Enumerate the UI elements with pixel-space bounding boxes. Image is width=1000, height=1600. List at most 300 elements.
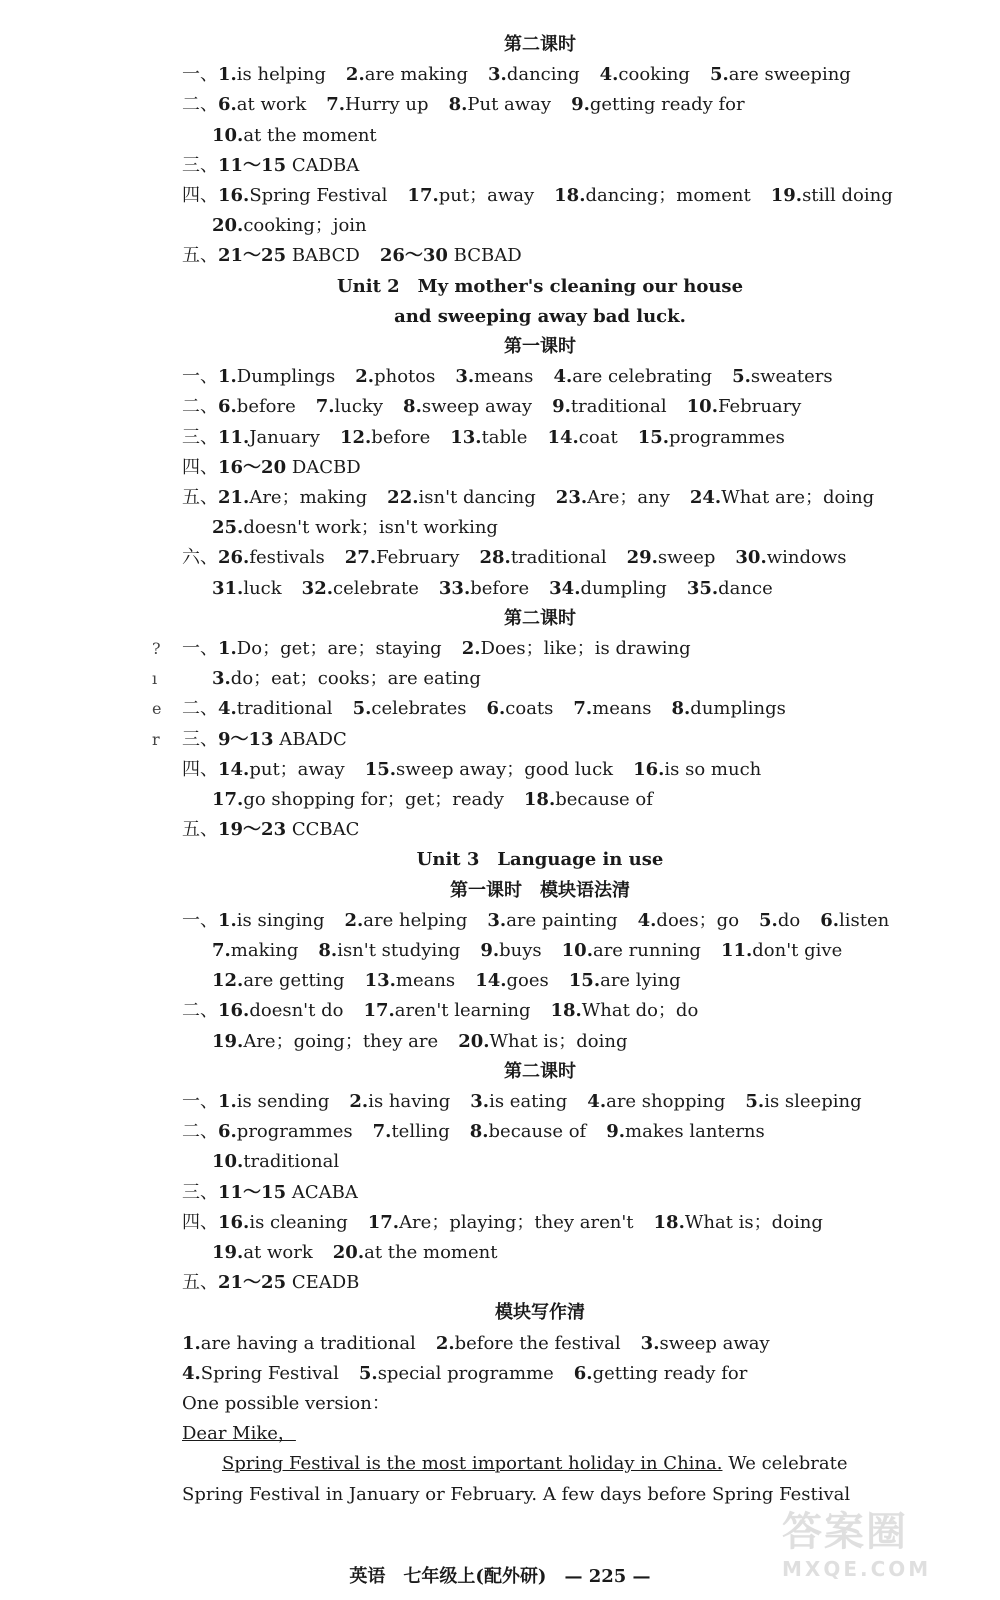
answer-item xyxy=(212,785,504,815)
answer-number: 3. xyxy=(640,1332,660,1354)
answer-text: Hurry up xyxy=(345,94,429,116)
answer-number: 1. xyxy=(218,909,237,931)
answer-text: are getting xyxy=(243,970,345,992)
answer-item xyxy=(407,181,534,211)
answer-line xyxy=(182,181,893,211)
essay-text: One possible version： xyxy=(182,1393,390,1414)
answer-number: 1. xyxy=(182,1332,201,1354)
answer-number: 15. xyxy=(637,426,670,448)
answer-number: 7. xyxy=(573,698,593,720)
answer-number: 16. xyxy=(218,185,250,206)
answer-number: 9～13 xyxy=(218,728,274,750)
answer-number: 3. xyxy=(488,64,507,86)
answer-number: 28. xyxy=(479,547,511,569)
answer-item xyxy=(487,906,617,936)
answer-item xyxy=(355,362,435,392)
answer-number: 11. xyxy=(720,940,753,961)
answer-number: 34. xyxy=(549,577,581,599)
answer-number: 6. xyxy=(573,1362,593,1384)
answer-line xyxy=(212,574,842,604)
answer-item xyxy=(212,1027,438,1057)
answer-item xyxy=(218,1268,359,1298)
question-group-number: 五、 xyxy=(182,245,218,267)
answer-number: 7. xyxy=(326,94,346,116)
answer-item xyxy=(218,1178,358,1208)
answer-number: 24. xyxy=(689,487,722,508)
answer-text: before the festival xyxy=(454,1332,621,1354)
answer-item xyxy=(359,1359,554,1389)
answer-item xyxy=(212,966,345,996)
question-group-number: 六、 xyxy=(182,547,218,569)
answer-item xyxy=(218,60,326,90)
answer-text: do；eat；cooks；are eating xyxy=(230,668,481,690)
answer-line xyxy=(182,1329,812,1359)
answer-number: 5. xyxy=(709,64,729,86)
question-group-number: 二、 xyxy=(182,94,218,116)
answer-line xyxy=(182,90,812,120)
answer-number: 6. xyxy=(218,1121,237,1143)
answer-item xyxy=(633,755,761,785)
answer-item xyxy=(212,574,282,604)
answer-number: 26～30 xyxy=(379,245,448,267)
answer-item xyxy=(218,694,333,724)
answer-number: 14. xyxy=(547,426,579,448)
answer-item xyxy=(710,60,851,90)
answer-item xyxy=(218,996,343,1026)
answer-number: 10. xyxy=(561,940,593,961)
question-group-number: 二、 xyxy=(182,698,218,720)
answer-item xyxy=(345,543,460,573)
answer-text: are celebrating xyxy=(572,366,713,388)
answer-number: 32. xyxy=(301,577,333,599)
answer-number: 5. xyxy=(759,909,778,931)
answer-number: 2. xyxy=(344,909,364,931)
answer-text: still doing xyxy=(802,185,893,206)
answer-text: doesn't work；isn't working xyxy=(243,517,498,539)
answer-item xyxy=(524,785,653,815)
answer-item xyxy=(380,241,522,271)
question-group-number: 四、 xyxy=(182,456,218,478)
answer-item xyxy=(554,181,751,211)
answer-number: 6. xyxy=(820,909,839,931)
answer-text: sweep away xyxy=(659,1332,770,1354)
answer-line xyxy=(182,151,812,181)
answer-text: Are；making xyxy=(249,487,368,508)
answer-number: 15. xyxy=(568,970,601,992)
answer-text: Spring Festival xyxy=(200,1362,339,1384)
answer-number: 21. xyxy=(218,487,250,508)
answer-line xyxy=(212,121,842,151)
answer-item xyxy=(316,392,383,422)
answer-text: What is；doing xyxy=(489,1030,628,1052)
answer-item xyxy=(212,664,481,694)
answer-text: dancing；moment xyxy=(585,185,751,206)
answer-item xyxy=(182,1359,339,1389)
answer-item xyxy=(373,1117,450,1147)
answer-text: means xyxy=(395,970,456,992)
answer-line xyxy=(182,1208,823,1238)
answer-item xyxy=(732,362,833,392)
answer-line xyxy=(182,694,812,724)
answer-number: 19～23 xyxy=(218,819,287,841)
answer-line xyxy=(182,1087,862,1117)
answer-number: 9. xyxy=(480,940,500,961)
watermark-url: MXQE.COM xyxy=(782,1557,932,1581)
answer-text: at the moment xyxy=(243,124,377,146)
answer-line xyxy=(212,1238,842,1268)
question-group-number: 五、 xyxy=(182,819,218,841)
answer-item xyxy=(556,483,670,513)
answer-text: is so much xyxy=(664,758,762,780)
question-group-number: 一、 xyxy=(182,64,218,86)
answer-number: 19. xyxy=(212,1030,244,1052)
answer-line xyxy=(182,1178,812,1208)
answer-text: cooking；join xyxy=(243,215,367,237)
answer-number: 11～15 xyxy=(218,1181,287,1203)
answer-number: 2. xyxy=(345,64,365,86)
essay-text: Spring Festival in January or February. A few days before Spring Festival xyxy=(182,1483,851,1505)
answer-text: What are；doing xyxy=(721,487,875,508)
answer-text: sweaters xyxy=(750,366,833,388)
answer-text: February xyxy=(717,396,802,418)
answer-item xyxy=(218,815,359,845)
answer-text: Spring Festival xyxy=(249,185,388,206)
answer-number: 7. xyxy=(372,1121,392,1143)
answer-number: 3. xyxy=(212,668,231,690)
answer-text: before xyxy=(470,577,530,599)
answer-number: 20. xyxy=(458,1030,490,1052)
answer-item xyxy=(654,1208,823,1238)
answer-text: is sleeping xyxy=(764,1091,862,1112)
answer-number: 4. xyxy=(599,64,619,86)
section-heading: 第一课时 模块语法清 xyxy=(450,879,630,901)
answer-text: don't give xyxy=(752,940,843,961)
answer-number: 2. xyxy=(461,638,481,659)
answer-text: festivals xyxy=(249,547,325,569)
answer-line xyxy=(182,634,812,664)
answer-text: aren't learning xyxy=(394,1000,531,1022)
answer-number: 26. xyxy=(218,547,250,569)
answer-line xyxy=(182,1359,812,1389)
answer-text: CCBAC xyxy=(286,819,360,841)
answer-number: 33. xyxy=(438,577,471,599)
answer-item xyxy=(346,60,468,90)
answer-number: 6. xyxy=(218,94,237,116)
answer-line xyxy=(182,392,812,422)
question-group-number: 二、 xyxy=(182,1000,218,1022)
answer-item xyxy=(627,543,716,573)
answer-item xyxy=(745,1087,861,1117)
answer-item xyxy=(587,1087,725,1117)
answer-item xyxy=(212,513,498,543)
answer-text: at the moment xyxy=(364,1242,498,1263)
answer-number: 30. xyxy=(735,547,767,569)
answer-text: dance xyxy=(718,577,773,599)
question-group-number: 四、 xyxy=(182,1211,218,1233)
answer-text: at work xyxy=(243,1242,313,1263)
answer-number: 16. xyxy=(633,758,665,780)
answer-number: 21～25 xyxy=(218,1272,287,1294)
answer-item xyxy=(218,483,367,513)
answer-item xyxy=(212,1238,313,1268)
answer-number: 5. xyxy=(358,1362,378,1384)
essay-line xyxy=(182,1480,851,1510)
answer-text: dumpling xyxy=(580,577,667,599)
question-group-number: 三、 xyxy=(182,1181,218,1203)
answer-text: are having a traditional xyxy=(200,1332,416,1354)
answer-number: 16. xyxy=(218,1000,250,1022)
section-heading: 第一课时 xyxy=(504,336,576,357)
question-group-number: 四、 xyxy=(182,758,218,780)
answer-item xyxy=(439,574,529,604)
answer-text: is eating xyxy=(489,1091,568,1112)
answer-text: isn't studying xyxy=(337,940,461,961)
answer-item xyxy=(218,1117,353,1147)
answer-text: goes xyxy=(506,970,549,992)
answer-item xyxy=(638,423,785,453)
answer-item xyxy=(562,936,701,966)
answer-number: 12. xyxy=(339,426,372,448)
answer-number: 12. xyxy=(212,970,244,992)
answer-number: 9. xyxy=(552,396,571,418)
answer-text: Are；playing；they aren't xyxy=(399,1211,634,1233)
answer-number: 4. xyxy=(637,909,657,931)
answer-item xyxy=(470,1117,587,1147)
answer-item xyxy=(218,423,320,453)
answer-item xyxy=(368,1208,634,1238)
question-group-number: 二、 xyxy=(182,396,218,418)
answer-line xyxy=(182,996,812,1026)
answer-text: are lying xyxy=(600,970,681,992)
answer-number: 8. xyxy=(403,396,422,418)
answer-line xyxy=(182,755,812,785)
answer-number: 14. xyxy=(218,758,250,780)
answer-item xyxy=(218,151,359,181)
answer-item xyxy=(182,1329,416,1359)
answer-number: 6. xyxy=(218,396,237,418)
answer-text: means xyxy=(592,698,652,720)
answer-number: 15. xyxy=(364,758,397,780)
answer-item xyxy=(820,906,889,936)
answer-item xyxy=(552,392,667,422)
essay-text: Dear Mike， xyxy=(182,1423,296,1445)
answer-line xyxy=(182,423,812,453)
answer-text: traditional xyxy=(236,698,333,720)
answer-item xyxy=(218,90,306,120)
section-heading: 第二课时 xyxy=(504,607,576,629)
answer-item xyxy=(345,906,468,936)
answer-item xyxy=(218,453,361,483)
answer-number: 8. xyxy=(469,1121,489,1143)
question-group-number: 三、 xyxy=(182,426,218,448)
answer-item xyxy=(672,694,786,724)
answer-line xyxy=(182,453,812,483)
question-group-number: 三、 xyxy=(182,154,218,176)
answer-text: What do；do xyxy=(581,1000,699,1022)
answer-text: special programme xyxy=(377,1362,554,1384)
answer-item xyxy=(638,906,739,936)
answer-number: 1. xyxy=(218,366,237,388)
answer-number: 3. xyxy=(487,909,507,931)
watermark-logo xyxy=(782,1500,992,1590)
answer-text: dancing xyxy=(506,64,580,86)
answer-number: 1. xyxy=(218,64,237,86)
answer-text: telling xyxy=(391,1121,450,1143)
answer-number: 19. xyxy=(212,1242,244,1263)
answer-line xyxy=(182,725,812,755)
answer-item xyxy=(606,1117,765,1147)
answer-number: 13. xyxy=(450,426,482,448)
answer-item xyxy=(349,1087,450,1117)
question-group-number: 四、 xyxy=(182,185,218,206)
answer-text: because of xyxy=(555,789,653,810)
question-group-number: 一、 xyxy=(182,638,218,659)
answer-item xyxy=(365,755,613,785)
answer-item xyxy=(218,634,442,664)
answer-item xyxy=(449,90,552,120)
answer-text: are running xyxy=(592,940,701,961)
answer-item xyxy=(486,694,553,724)
essay-line xyxy=(182,1389,822,1419)
answer-item xyxy=(458,1027,627,1057)
answer-text: means xyxy=(474,366,534,388)
answer-text: sweep away xyxy=(421,396,533,418)
answer-item xyxy=(218,362,335,392)
answer-item xyxy=(480,936,541,966)
answer-text: programmes xyxy=(669,426,785,448)
answer-number: 5. xyxy=(732,366,751,388)
answer-number: 4. xyxy=(182,1362,201,1384)
answer-item xyxy=(549,574,667,604)
answer-text: January xyxy=(249,426,320,448)
answer-line xyxy=(182,241,812,271)
answer-line xyxy=(212,936,842,966)
answer-text: are shopping xyxy=(606,1091,726,1112)
answer-item xyxy=(218,906,325,936)
answer-item xyxy=(365,966,456,996)
answer-number: 6. xyxy=(486,698,506,720)
answer-text: making xyxy=(230,940,299,961)
answer-number: 10. xyxy=(686,396,718,418)
answer-number: 16. xyxy=(218,1211,250,1233)
answer-line xyxy=(182,543,847,573)
answer-text: before xyxy=(371,426,431,448)
footer-text: 英语 七年级上(配外研) — 225 — xyxy=(349,1566,651,1587)
answer-text: Put away xyxy=(467,94,552,116)
question-group-number: 一、 xyxy=(182,1091,218,1112)
answer-text: windows xyxy=(766,547,847,569)
answer-text: getting ready for xyxy=(592,1362,748,1384)
answer-number: 18. xyxy=(653,1211,685,1233)
watermark-title: 答案圈 xyxy=(782,1509,908,1555)
answer-item xyxy=(488,60,580,90)
answer-number: 17. xyxy=(363,1000,395,1022)
answer-number: 17. xyxy=(367,1211,400,1233)
answer-text: coat xyxy=(578,426,618,448)
answer-item xyxy=(403,392,532,422)
question-group-number: 二、 xyxy=(182,1121,218,1143)
answer-number: 14. xyxy=(475,970,507,992)
answer-number: 35. xyxy=(686,577,719,599)
answer-number: 25. xyxy=(212,517,244,539)
answer-number: 22. xyxy=(387,487,419,508)
answer-text: ABADC xyxy=(273,728,347,750)
answer-item xyxy=(641,1329,770,1359)
answer-line xyxy=(182,60,851,90)
answer-number: 20. xyxy=(332,1242,365,1263)
essay-underlined-text: Spring Festival is the most important holiday in China. xyxy=(222,1453,723,1475)
answer-text: put；away xyxy=(249,758,345,780)
answer-line xyxy=(182,483,875,513)
answer-text: because of xyxy=(488,1121,587,1143)
answer-number: 8. xyxy=(671,698,691,720)
answer-text: cooking xyxy=(618,64,690,86)
answer-number: 10. xyxy=(212,124,244,146)
answer-text: are sweeping xyxy=(728,64,851,86)
answer-number: 21～25 xyxy=(218,245,287,267)
answer-item xyxy=(218,725,347,755)
answer-item xyxy=(553,362,712,392)
answer-number: 3. xyxy=(470,1091,490,1112)
answer-text: CEADB xyxy=(286,1272,360,1294)
answer-text: at work xyxy=(236,94,307,116)
answer-number: 1. xyxy=(218,1091,237,1112)
answer-text: dumplings xyxy=(690,698,786,720)
answer-item xyxy=(218,1208,348,1238)
answer-text: luck xyxy=(243,577,282,599)
essay-line xyxy=(222,1449,848,1479)
answer-line xyxy=(182,906,890,936)
answer-text: CADBA xyxy=(286,154,360,176)
answer-text: programmes xyxy=(236,1121,353,1143)
answer-line xyxy=(182,362,833,392)
answer-item xyxy=(574,1359,748,1389)
answer-number: 16～20 xyxy=(218,456,287,478)
answer-text: are making xyxy=(364,64,469,86)
answer-item xyxy=(569,966,681,996)
answer-item xyxy=(218,241,360,271)
answer-item xyxy=(218,543,325,573)
answer-item xyxy=(547,423,617,453)
answer-number: 17. xyxy=(407,185,439,206)
answer-item xyxy=(353,694,467,724)
answer-text: ACABA xyxy=(286,1181,358,1203)
answer-item xyxy=(475,966,549,996)
question-group-number: 三、 xyxy=(182,728,218,750)
answer-number: 4. xyxy=(587,1091,607,1112)
answer-text: photos xyxy=(374,366,436,388)
answer-text: is having xyxy=(368,1091,451,1112)
margin-fragment: ? xyxy=(152,639,161,658)
answer-line xyxy=(212,1147,842,1177)
section-heading: Unit 3 Language in use xyxy=(416,849,664,871)
answer-text: before xyxy=(236,396,296,418)
answer-number: 2. xyxy=(355,366,375,388)
answer-item xyxy=(218,181,387,211)
answer-number: 1. xyxy=(218,638,237,659)
answer-text: Do；get；are；staying xyxy=(236,638,442,659)
answer-text: Does；like；is drawing xyxy=(480,638,691,659)
answer-number: 10. xyxy=(212,1151,244,1173)
answer-number: 2. xyxy=(349,1091,369,1112)
answer-item xyxy=(687,574,773,604)
answer-item xyxy=(600,60,690,90)
answer-number: 5. xyxy=(352,698,372,720)
answer-number: 27. xyxy=(344,547,377,569)
answer-line xyxy=(182,815,812,845)
section-heading: 模块写作清 xyxy=(495,1302,585,1324)
answer-item xyxy=(333,1238,498,1268)
